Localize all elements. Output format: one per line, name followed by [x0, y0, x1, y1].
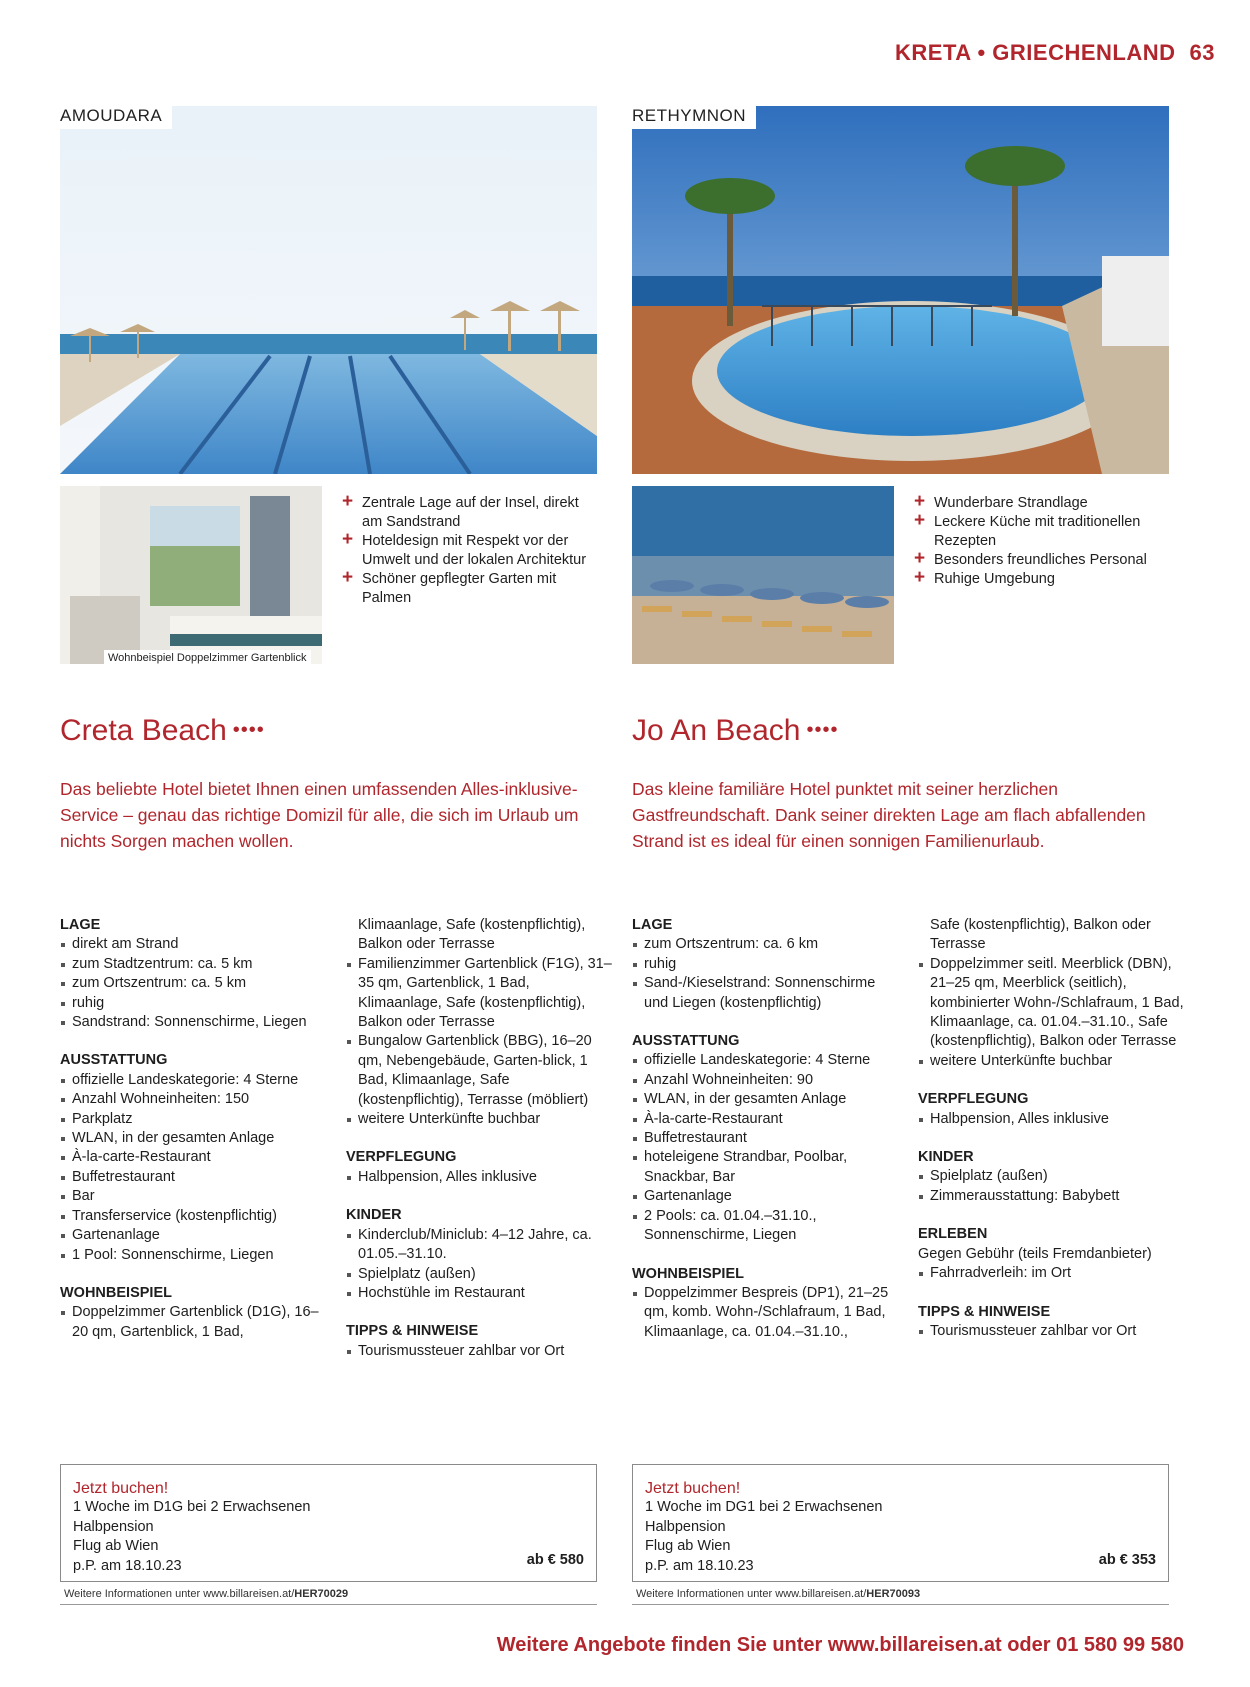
hotel-jo-an-beach — [632, 106, 1169, 854]
section-tipps: TIPPS & HINWEISE Tourismussteuer zahlbar vor Ort — [346, 1322, 614, 1361]
offer-code: HER70093 — [866, 1588, 921, 1600]
booking-line: p.P. am 18.10.23 — [645, 1557, 754, 1574]
booking-line: 1 Woche im D1G bei 2 Erwachsenen — [73, 1499, 311, 1516]
list-item-continued: Klimaanlage, Safe (kostenpflichtig), Balkon oder Terrasse — [358, 917, 586, 953]
section-kinder: KINDER Spielplatz (außen) Zimmerausstattung: Babybett — [918, 1148, 1186, 1206]
info-link[interactable]: Weitere Informationen unter www.billareisen.at/HER70093 — [632, 1588, 1169, 1605]
list-item: Tourismussteuer zahlbar vor Ort — [918, 1322, 1186, 1341]
list-item: Anzahl Wohneinheiten: 90 — [632, 1071, 900, 1090]
booking-price: ab € 580 — [526, 1551, 584, 1568]
hero-photo-pool — [60, 106, 597, 474]
list-item: À-la-carte-Restaurant — [60, 1148, 328, 1167]
list-item: Halbpension, Alles inklusive — [346, 1168, 614, 1187]
section-erleben: ERLEBEN Gegen Gebühr (teils Fremdanbieter) Fahrradverleih: im Ort — [918, 1225, 1186, 1283]
list-item: hoteleigene Strandbar, Poolbar, Snackbar, Bar — [632, 1148, 900, 1187]
booking-line: p.P. am 18.10.23 — [73, 1557, 182, 1574]
hotel-name: Jo An Beach •••• — [632, 714, 839, 747]
list-item: Gartenanlage — [632, 1187, 900, 1206]
highlight-item: + Leckere Küche mit traditionellen Rezepten — [914, 513, 1169, 551]
highlights-list — [914, 494, 1169, 589]
hero-photo-pool — [632, 106, 1169, 474]
list-item: Zimmerausstattung: Babybett — [918, 1187, 1186, 1206]
room-photo — [60, 486, 322, 664]
section-tipps: TIPPS & HINWEISE Tourismussteuer zahlbar vor Ort — [918, 1303, 1186, 1342]
list-item: Spielplatz (außen) — [346, 1265, 614, 1284]
booking-title: Jetzt buchen! — [645, 1480, 741, 1497]
list-item: Anzahl Wohneinheiten: 150 — [60, 1090, 328, 1109]
list-item: Sand-/Kieselstrand: Sonnenschirme und Liegen (kostenpflichtig) — [632, 974, 900, 1013]
list-item: weitere Unterkünfte buchbar — [346, 1110, 614, 1129]
section-verpflegung: VERPFLEGUNG Halbpension, Alles inklusive — [346, 1148, 614, 1187]
booking-box-creta-beach — [60, 1464, 597, 1605]
list-item: Buffetrestaurant — [60, 1168, 328, 1187]
list-item: Familienzimmer Gartenblick (F1G), 31–35 qm, Gartenblick, 1 Bad, Klimaanlage, Safe (kostenpflichtig), Balkon oder Terrasse — [346, 955, 614, 1033]
section-wohnbeispiel: WOHNBEISPIEL Doppelzimmer Bespreis (DP1), 21–25 qm, komb. Wohn-/Schlafraum, 1 Bad, Klimaanlage, ca. 01.04.–31.10., — [632, 1265, 900, 1343]
highlight-item: + Besonders freundliches Personal — [914, 551, 1169, 570]
list-item: 1 Pool: Sonnenschirme, Liegen — [60, 1246, 328, 1265]
section-ausstattung: AUSSTATTUNG offizielle Landeskategorie: 4 Sterne Anzahl Wohneinheiten: 90 WLAN, in der gesamten Anlage À-la-carte-Restaurant Buffetrestaurant hoteleigene Strandbar, Poolbar, Snackbar, Bar Gartenanlage 2 Pools: ca. 01.04.–31.10., Sonnenschirme, Liegen — [632, 1032, 900, 1245]
list-item: Parkplatz — [60, 1110, 328, 1129]
list-item-continued: Safe (kostenpflichtig), Balkon oder Terrasse — [930, 917, 1151, 953]
highlight-item: + Wunderbare Strandlage — [914, 494, 1169, 513]
page-number: 63 — [1189, 40, 1215, 65]
list-item: Buffetrestaurant — [632, 1129, 900, 1148]
booking-line: Halbpension — [645, 1518, 726, 1535]
highlight-item: + Ruhige Umgebung — [914, 570, 1169, 589]
list-item: ruhig — [632, 955, 900, 974]
list-item: À-la-carte-Restaurant — [632, 1110, 900, 1129]
list-item: Tourismussteuer zahlbar vor Ort — [346, 1342, 614, 1361]
list-item: zum Stadtzentrum: ca. 5 km — [60, 955, 328, 974]
photo-caption: Wohnbeispiel Doppelzimmer Gartenblick — [104, 650, 311, 664]
highlight-item: + Schöner gepflegter Garten mit Palmen — [342, 570, 597, 608]
list-item: Fahrradverleih: im Ort — [918, 1264, 1186, 1283]
highlight-item: + Hoteldesign mit Respekt vor der Umwelt und der lokalen Architektur — [342, 532, 597, 570]
section-wohnbeispiel-cont — [918, 916, 1186, 1071]
section-verpflegung: VERPFLEGUNG Halbpension, Alles inklusive — [918, 1090, 1186, 1129]
booking-box-jo-an-beach — [632, 1464, 1169, 1605]
region-title: KRETA • GRIECHENLAND — [895, 40, 1176, 65]
section-wohnbeispiel: WOHNBEISPIEL Doppelzimmer Gartenblick (D1G), 16–20 qm, Gartenblick, 1 Bad, — [60, 1284, 328, 1342]
location-tag: AMOUDARA — [60, 106, 172, 129]
star-rating: •••• — [232, 719, 265, 741]
page-header — [895, 40, 1215, 66]
list-item: Doppelzimmer seitl. Meerblick (DBN), 21–25 qm, Meerblick (seitlich), kombinierter Wohn-/Schlafraum, 1 Bad, Klimaanlage, ca. 01.04.–31.10., Safe (kostenpflichtig), Balkon oder Terrasse — [918, 955, 1186, 1052]
booking-line: Flug ab Wien — [645, 1538, 731, 1555]
list-item: Gartenanlage — [60, 1226, 328, 1245]
section-kinder: KINDER Kinderclub/Miniclub: 4–12 Jahre, ca. 01.05.–31.10. Spielplatz (außen) Hochstühle im Restaurant — [346, 1206, 614, 1303]
list-item: Doppelzimmer Bespreis (DP1), 21–25 qm, komb. Wohn-/Schlafraum, 1 Bad, Klimaanlage, ca. 01.04.–31.10., — [632, 1284, 900, 1342]
booking-line: Flug ab Wien — [73, 1538, 159, 1555]
booking-price: ab € 353 — [1098, 1551, 1156, 1568]
list-item: zum Ortszentrum: ca. 5 km — [60, 974, 328, 993]
list-item: 2 Pools: ca. 01.04.–31.10., Sonnenschirme, Liegen — [632, 1207, 900, 1246]
section-lage: LAGE zum Ortszentrum: ca. 6 km ruhig Sand-/Kieselstrand: Sonnenschirme und Liegen (kostenpflichtig) — [632, 916, 900, 1013]
details-creta-beach — [60, 916, 612, 1366]
list-item: WLAN, in der gesamten Anlage — [60, 1129, 328, 1148]
list-item: Spielplatz (außen) — [918, 1167, 1186, 1186]
location-tag: RETHYMNON — [632, 106, 756, 129]
list-item: offizielle Landeskategorie: 4 Sterne — [632, 1051, 900, 1070]
info-link[interactable]: Weitere Informationen unter www.billareisen.at/HER70029 — [60, 1588, 597, 1605]
section-ausstattung: AUSSTATTUNG offizielle Landeskategorie: 4 Sterne Anzahl Wohneinheiten: 150 Parkplatz WLAN, in der gesamten Anlage À-la-carte-Restaurant Buffetrestaurant Bar Transferservice (kostenpflichtig) Gartenanlage 1 Pool: Sonnenschirme, Liegen — [60, 1051, 328, 1264]
list-item: Bungalow Gartenblick (BBG), 16–20 qm, Nebengebäude, Garten-blick, 1 Bad, Klimaanlage, Safe (kostenpflichtig), Terrasse (möbliert) — [346, 1032, 614, 1110]
erleben-intro: Gegen Gebühr (teils Fremdanbieter) — [918, 1245, 1152, 1262]
hotel-intro: Das beliebte Hotel bietet Ihnen einen umfassenden Alles-inklusive-Service – genau das richtige Domizil für alle, die sich im Urlaub um nichts Sorgen machen wollen. — [60, 779, 579, 851]
star-rating: •••• — [806, 719, 839, 741]
list-item: WLAN, in der gesamten Anlage — [632, 1090, 900, 1109]
hotel-creta-beach — [60, 106, 597, 854]
list-item: weitere Unterkünfte buchbar — [918, 1052, 1186, 1071]
highlight-item: + Zentrale Lage auf der Insel, direkt am Sandstrand — [342, 494, 597, 532]
list-item: zum Ortszentrum: ca. 6 km — [632, 935, 900, 954]
list-item: Transferservice (kostenpflichtig) — [60, 1207, 328, 1226]
hotel-name: Creta Beach •••• — [60, 714, 265, 747]
list-item: Bar — [60, 1187, 328, 1206]
list-item: Halbpension, Alles inklusive — [918, 1110, 1186, 1129]
details-jo-an-beach — [632, 916, 1184, 1366]
list-item: Kinderclub/Miniclub: 4–12 Jahre, ca. 01.05.–31.10. — [346, 1226, 614, 1265]
section-wohnbeispiel-cont — [346, 916, 614, 1129]
footer-cta[interactable]: Weitere Angebote finden Sie unter www.billareisen.at oder 01 580 99 580 — [496, 1634, 1184, 1656]
list-item: Hochstühle im Restaurant — [346, 1284, 614, 1303]
list-item: ruhig — [60, 994, 328, 1013]
highlights-list — [342, 494, 597, 608]
list-item: direkt am Strand — [60, 935, 328, 954]
booking-title: Jetzt buchen! — [73, 1480, 169, 1497]
list-item: Sandstrand: Sonnenschirme, Liegen — [60, 1013, 328, 1032]
beach-photo — [632, 486, 894, 664]
list-item: offizielle Landeskategorie: 4 Sterne — [60, 1071, 328, 1090]
hotel-intro: Das kleine familiäre Hotel punktet mit seiner herzlichen Gastfreundschaft. Dank seiner direkten Lage am flach abfallenden Strand ist es ideal für einen sonnigen Familienurlaub. — [632, 779, 1146, 851]
booking-line: 1 Woche im DG1 bei 2 Erwachsenen — [645, 1499, 883, 1516]
section-lage: LAGE direkt am Strand zum Stadtzentrum: ca. 5 km zum Ortszentrum: ca. 5 km ruhig Sandstrand: Sonnenschirme, Liegen — [60, 916, 328, 1032]
list-item: Doppelzimmer Gartenblick (D1G), 16–20 qm, Gartenblick, 1 Bad, — [60, 1303, 328, 1342]
booking-line: Halbpension — [73, 1518, 154, 1535]
offer-code: HER70029 — [294, 1588, 349, 1600]
